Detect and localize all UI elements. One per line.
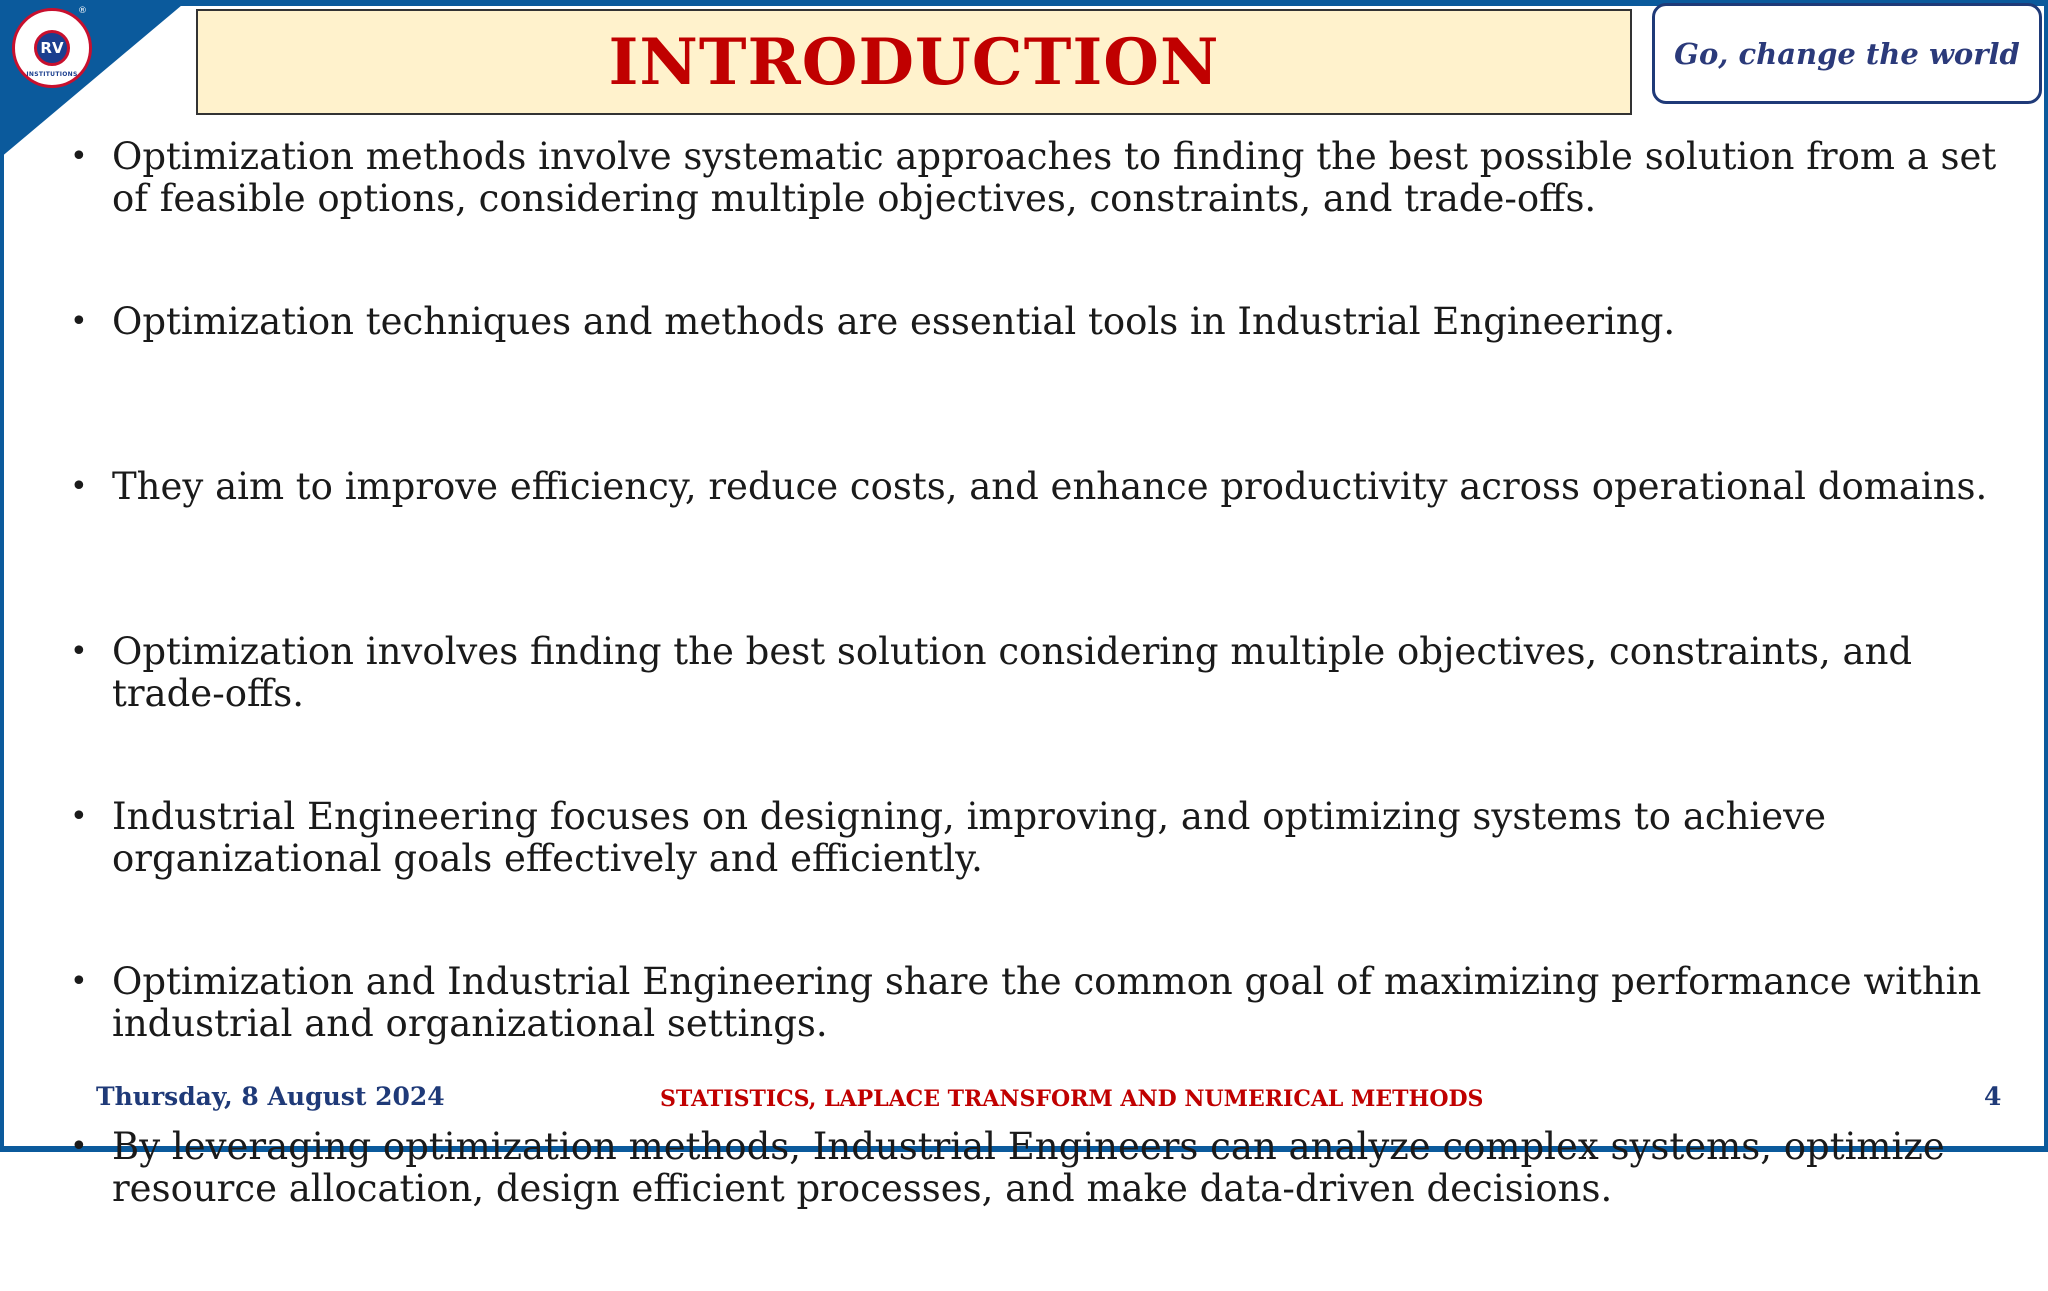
tagline-box (1652, 3, 2042, 104)
bullet-text: They aim to improve efficiency, reduce costs, and enhance productivity across operational domains. (112, 465, 1988, 508)
bullet-text: Optimization methods involve systematic approaches to finding the best possible solution from a set of feasible options, considering multiple objectives, constraints, and trade-offs. (112, 135, 1997, 220)
page-number: 4 (1984, 1082, 2002, 1111)
tagline-text: Go, change the world (1674, 36, 2020, 71)
bullet-item (70, 136, 2000, 301)
bullet-text: Industrial Engineering focuses on designing, improving, and optimizing systems to achieve organizational goals effectively and efficiently. (112, 795, 1826, 880)
slide-frame-right (2044, 0, 2048, 1152)
rv-logo-icon (12, 8, 92, 88)
bullet-dot-icon: • (70, 139, 88, 174)
bullet-text: Optimization involves finding the best solution considering multiple objectives, constraints, and trade-offs. (112, 630, 1913, 715)
logo-ring-text: INSTITUTIONS (26, 71, 78, 78)
bullet-text: Optimization and Industrial Engineering share the common goal of maximizing performance within industrial and organizational settings. (112, 960, 1982, 1045)
bullet-dot-icon: • (70, 964, 88, 999)
logo-registered-mark: ® (78, 6, 87, 16)
footer-course-title: STATISTICS, LAPLACE TRANSFORM AND NUMERICAL METHODS (660, 1086, 1484, 1112)
bullet-item (70, 631, 2000, 796)
bullet-dot-icon: • (70, 799, 88, 834)
page-title: INTRODUCTION (608, 24, 1220, 100)
footer-date: Thursday, 8 August 2024 (96, 1082, 445, 1111)
bullet-item (70, 1126, 2000, 1291)
bullet-text: By leveraging optimization methods, Industrial Engineers can analyze complex systems, optimize resource allocation, design efficient processes, and make data-driven decisions. (112, 1125, 1945, 1210)
bullet-list (70, 136, 2000, 1291)
slide-frame-left (0, 0, 4, 1152)
bullet-dot-icon: • (70, 634, 88, 669)
logo-monogram: RV (34, 30, 70, 66)
bullet-dot-icon: • (70, 469, 88, 504)
bullet-text: Optimization techniques and methods are essential tools in Industrial Engineering. (112, 300, 1676, 343)
title-banner (196, 9, 1632, 115)
bullet-item (70, 796, 2000, 961)
bullet-dot-icon: • (70, 1129, 88, 1164)
bullet-dot-icon: • (70, 304, 88, 339)
bullet-item (70, 466, 2000, 631)
bullet-item (70, 301, 2000, 466)
